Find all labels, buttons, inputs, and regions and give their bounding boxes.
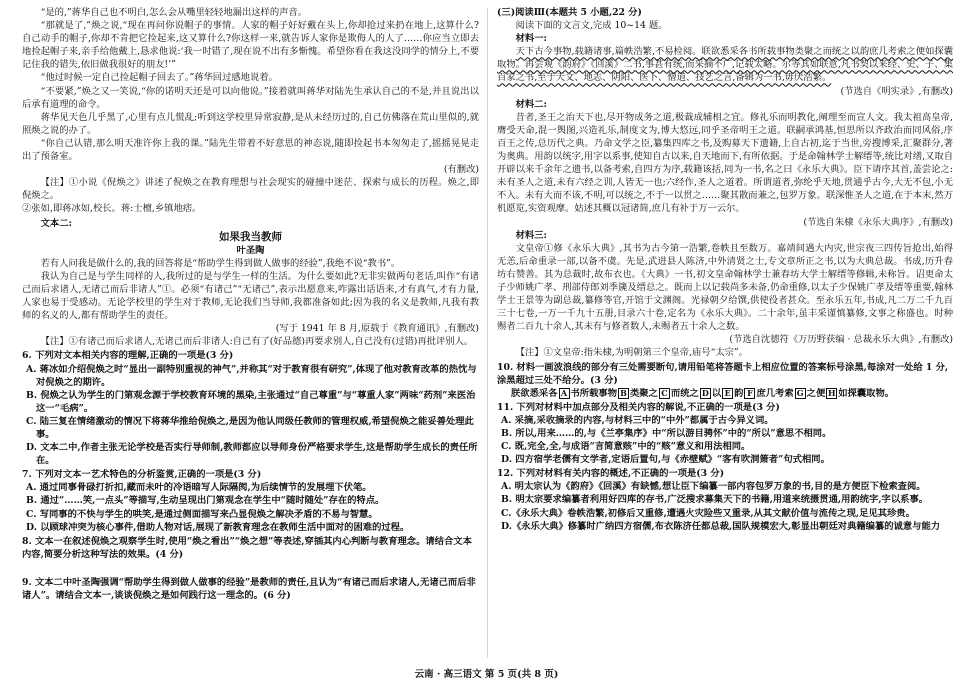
material-2-text: 昔者,圣王之治天下也,尽开物成务之道,极裁成辅相之宜。修礼乐而明教化,阐理至而宣人文。我太祖高皇帝,膺受天命,混一舆图,兴造礼乐,制度文为,博大悠远,同乎圣帝明王之道。联嗣承鸿基,恒思所以齐政治而同风俗,序百王之传,总历代之典。乃命文学之臣,纂集四库之书,及购募天下遗籍,上自古初,迄于当世,旁搜博采,汇聚群分,著为奥典。用韵以统字,用字以系事,使知自古以来,自天地而下,有所依据。于是命翰林学士解缙等,统比对缮,又取自开辟以来千余年之遗书,以备考索,自四方为序,载籍该括,同为一书,名之曰《永乐大典》。臣下请序其首,盖尝论之:未有圣人之道,未有六经之训,人皆无一也;六经作,圣人之道着。所谓道者,弥纶乎天地,贯通乎古今,大无不包,小无不入。未有大而不该,不明,可以统之,不于一以贯之……聚其散而兼之,包罗万象。联深惟圣人之道,在于本末,然万机愿览,实资观摩。姑述其概以冠诸简,庶几有补于万一云尔。: [497, 111, 953, 215]
question-7: 7. 下列对文本一艺术特色的分析鉴赏,正确的一项是(3 分): [22, 469, 262, 481]
left-column: [22, 6, 479, 602]
answer-box-e[interactable]: E: [722, 388, 733, 399]
question-11: 11. 下列对材料中加点部分及相关内容的解说,不正确的一项是(3 分): [497, 401, 780, 413]
question-12: 12. 下列对材料有关内容的概述,不正确的一项是(3 分): [497, 468, 725, 480]
option-c: C. 陆三复在情绪激动的情况下将蒋华推给倪焕之,是因为他认同级任教师的管理权威,希望倪焕之能妥善处理此事。: [26, 415, 474, 440]
material-label: 材料二:: [515, 98, 547, 110]
text2-author: 叶圣陶: [236, 244, 265, 256]
option-c: C.《永乐大典》卷帙浩繁,初修后又重修,遭遇火灾险些又重录,从其文献价值与流传之现,足见其珍贵。: [501, 507, 915, 519]
answer-box-d[interactable]: D: [700, 388, 711, 399]
text2-title: 如果我当教师: [219, 230, 282, 243]
instruction: 阅读下面的文言文,完成 10~14 题。: [515, 20, 668, 32]
story-paragraph: “那就是了,”焕之说,“现在再问你说帽子的事情。人家的帽子好好戴在头上,你却抢过来扔在地上,这算什么?自己动手的帽子,你却不肯把它捡起来,这又算什么?你这样一来,就告诉人家你是欺侮人的人了……你应当立即去地捡起帽子来,亲手给他戴上,恳求他说:‘我一时错了,现在说不出有多惭愧。希望你看在我这没同学的情分上,不要记住我的错失,依旧做我很好的朋友!’”: [22, 20, 479, 71]
material-1-text: 天下古今事物,载籍诸事,篇帙浩繁,不易检阅。联欲悉采各书所载事物类聚之而统之以韵庶几考索之便如探囊取物。再尝观《韵府》《回溪》二书,事甚有统,而采摘不广,记载太略。尔等其如联意,凡书契以来经、史、子、集百家之书,至于天文、地志、阴阳、医卜、僧道、技艺之言,备辑为一书,毋厌浩繁。: [497, 46, 953, 84]
option-a: A. 蒋冰如介绍倪焕之时“显出一副特别重视的神气”,并称其“对于教育很有研究”,体现了他对教育改革的热忱与对倪焕之的期许。: [26, 363, 477, 388]
option-c: C. 写同事的不快与学生的哄笑,是通过侧面描写来凸显倪焕之解决矛盾的不易与智慧。: [26, 508, 378, 520]
question-6: 6. 下列对文本相关内容的理解,正确的一项是(3 分): [22, 350, 234, 362]
option-d: D. 以顾球冲突为核心事件,借助人物对话,展现了新教育理念在教师生活中面对的困难的过程。: [26, 521, 410, 533]
annotation: ②张如,即蒋冰如,校长。蒋:士檀,乡镇地痞。: [22, 203, 202, 215]
option-c: C. 既,完全,全,与成语“言简意赅”中的“赅”意义和用法相同。: [501, 441, 751, 453]
essay-paragraph: 若有人问我是做什么的,我的回答将是“帮助学生得到做人做事的经验”,我绝不说“教书”。: [40, 257, 401, 269]
answer-box-f[interactable]: F: [744, 388, 755, 399]
material-label: 材料三:: [515, 229, 547, 241]
story-paragraph: “你自己认错,那么明天准许你上我的课。”陆先生带着不好意思的神态说,随即捡起书本匆匆走了,摇摇晃晃走出了预备室。: [22, 137, 479, 163]
source-note: (节选自朱棣《永乐大典序》,有删改): [803, 216, 953, 228]
option-d: D.《永乐大典》修纂时广纳四方宿儒,布衣陈济任都总裁,国队规模宏大,彰显出朝廷对典籍编纂的诚意与能力: [501, 520, 941, 532]
story-paragraph: “他过时候一定自己捡起帽子回去了。”蒋华回过感地说着。: [40, 72, 278, 84]
material-label: 材料一:: [515, 33, 547, 45]
answer-space: [22, 561, 479, 575]
source-note: (节选自《明实录》,有删改): [840, 85, 953, 97]
annotation: 【注】①小说《倪焕之》讲述了倪焕之在教育理想与社会现实的碰撞中迷茫、探索与成长的历程。焕之,即倪焕之。: [22, 177, 479, 202]
answer-box-c[interactable]: C: [659, 388, 670, 399]
annotation: 【注】①有诸己而后求诸人,无诸己而后非诸人:自己有了(好品德)再要求别人,自己没有(过错)再批评别人。: [40, 336, 474, 348]
story-paragraph: “不要紧,”焕之又一笑说,“你的诺明天还是可以向他说。”接着就叫蒋华对陆先生承认自己的不是,并且说出以后承有道理的命令。: [22, 85, 479, 110]
question-9: 9. 文本二中叶圣陶强调“帮助学生得到做人做事的经验”是教师的责任,且认为“有诸己而后求诸人,无诸己而后非诸人”。请结合文本一,谈谈倪焕之是如何践行这一理念的。(6 分): [22, 576, 476, 602]
question-8: 8. 文本一在叙述倪焕之观察学生时,使用“焕之看出”“焕之想”等表述,穿插其内心判断与教育理念。请结合文本内容,简要分析这种写法的效果。(4 分): [22, 535, 472, 560]
answer-box-a[interactable]: A: [559, 388, 570, 399]
option-b: B. 所以,用来……的,与《兰亭集序》中“所以游目骋怀”中的“所以”意思不相同。: [501, 428, 832, 439]
page-footer: 云南 · 高三语文 第 5 页(共 8 页): [414, 669, 559, 680]
source-note: (写于 1941 年 8 月,原载于《教育通讯》,有删改): [275, 323, 479, 335]
annotation: 【注】①文皇帝:指朱棣,为明朝第三个皇帝,庙号“太宗”。: [515, 347, 748, 359]
section-heading: (三)阅读Ⅲ(本题共 5 小题,22 分): [497, 7, 642, 18]
answer-box-h[interactable]: H: [827, 387, 836, 398]
source-note: (节选自沈德符《万历野获编 · 总裁永乐大典》,有删改): [729, 334, 953, 346]
option-b: B. 倪焕之认为学生的门第观念源于学校教育环境的黑染,主张通过“自己尊重”与“尊重人家”两味“药剂”来医治这一“毛病”。: [26, 389, 476, 414]
story-paragraph: 蒋华见天色几乎黑了,心里有点儿慌乱;听到这学校里异常寂静,是从未经历过的,自己仿佛落在荒山里似的,就照焕之说的办了。: [22, 111, 479, 136]
essay-paragraph: 我认为自己是与学生同样的人,我所过的是与学生一样的生活。为什么要如此?无非实做两句老话,叫作“有诸己而后求诸人,无诸己而后非诸人”①。必须“有诸己”“无诸己”,表示出愿意来,咋露出话语来,才有真气,才有力量,人家也易于受感动。无论学校里的学生对于教师,无论我们当导师,我都准备如此;因为我的名义是教师,凡我有教师的名义的人,都有帮助学生的责任。: [22, 270, 479, 322]
option-d: D. 文本二中,作者主张无论学校是否实行导师制,教师都应以导师身份严格要求学生,这是帮助学生成长的责任所在。: [26, 442, 478, 467]
material-3-text: 文皇帝①修《永乐大典》,其书为古今第一浩繁,卷帙且至数万。嘉靖间遇大内灾,世宗夜三四传旨抢出,始得无恙,后命重录一部,以备不虞。先是,武进县人陈济,中外清贤之士,专文章所正之书,以为大典总裁。书成,历升春坊右赞善。其为总裁时,故布衣也。《大典》一书,初文皇命翰林学士兼春坊大学士解缙等修辑,未称旨。诏更命太子少师姚广孝、刑部侍郎刘季篪及缙总之。既而上以记载尚多未备,仍命重修,以太子少保姚广孝及缙等重要,翰林学士王景等为副总裁,纂修等官,开馆于文渊阁。光禄朝夕给馔,供使役者甚众。至永乐五年,书成,凡二万二千九百三十七卷,一万一千九十五册,目录六十卷,定名为《永乐大典》。二十余年,虽丰采谨慎纂修,文事之称盛也。时种赐者二百九十余人,其未有与修者数人,未赐者五十余人之数。: [497, 242, 953, 333]
story-paragraph: “是的,”蒋华自己也不明白,怎么会从嘴里轻轻地漏出这样的声音。: [40, 7, 308, 18]
column-divider: [487, 8, 488, 658]
option-a: A. 明太宗认为《韵府》《回溪》有缺憾,想让臣下编纂一部内容包罗万象的书,目的是方便臣下检索查阅。: [501, 481, 926, 493]
text2-label: 文本二:: [40, 217, 72, 229]
right-column: [497, 6, 953, 533]
answer-box-b[interactable]: B: [618, 388, 629, 399]
source-note: (有删改): [443, 164, 479, 176]
question-10: 10. 材料一画波浪线的部分有三处需要断句,请用铅笔将答题卡上相应位置的答案标号涂黑,每涂对一处给 1 分,涂黑超过三处不给分。(3 分): [497, 361, 949, 386]
answer-box-g[interactable]: G: [795, 388, 806, 399]
option-b: B. 通过“……笑,一点头”等描写,生动呈现出门第观念在学生中“随时随处”存在的特点。: [26, 495, 385, 507]
option-a: A. 采摘,采收摘录的内容,与材料三中的“中外”都属于古今异义词。: [501, 414, 774, 426]
option-a: A. 通过同事骨碌打折扣,藏而未叶的冷语暗写人际隔阂,为后续情节的发展埋下伏笔。: [26, 482, 372, 494]
sentence-break-line: 朕欲悉采各 A 书所载事物 B 类聚之 C 而统之 D 以 E 韵 F 庶几考索 G 之便 H 如探囊取物。: [511, 387, 895, 399]
option-d: D. 四方宿学老儒有文学者,定语后置句,与《赤壁赋》“客有吹洞箫者”句式相同。: [501, 454, 830, 466]
option-b: B. 明太宗要求编纂者利用好四库的存书,广泛搜求募集天下的书籍,用道来统摄贯通,用韵统字,字以系事。: [501, 494, 929, 506]
